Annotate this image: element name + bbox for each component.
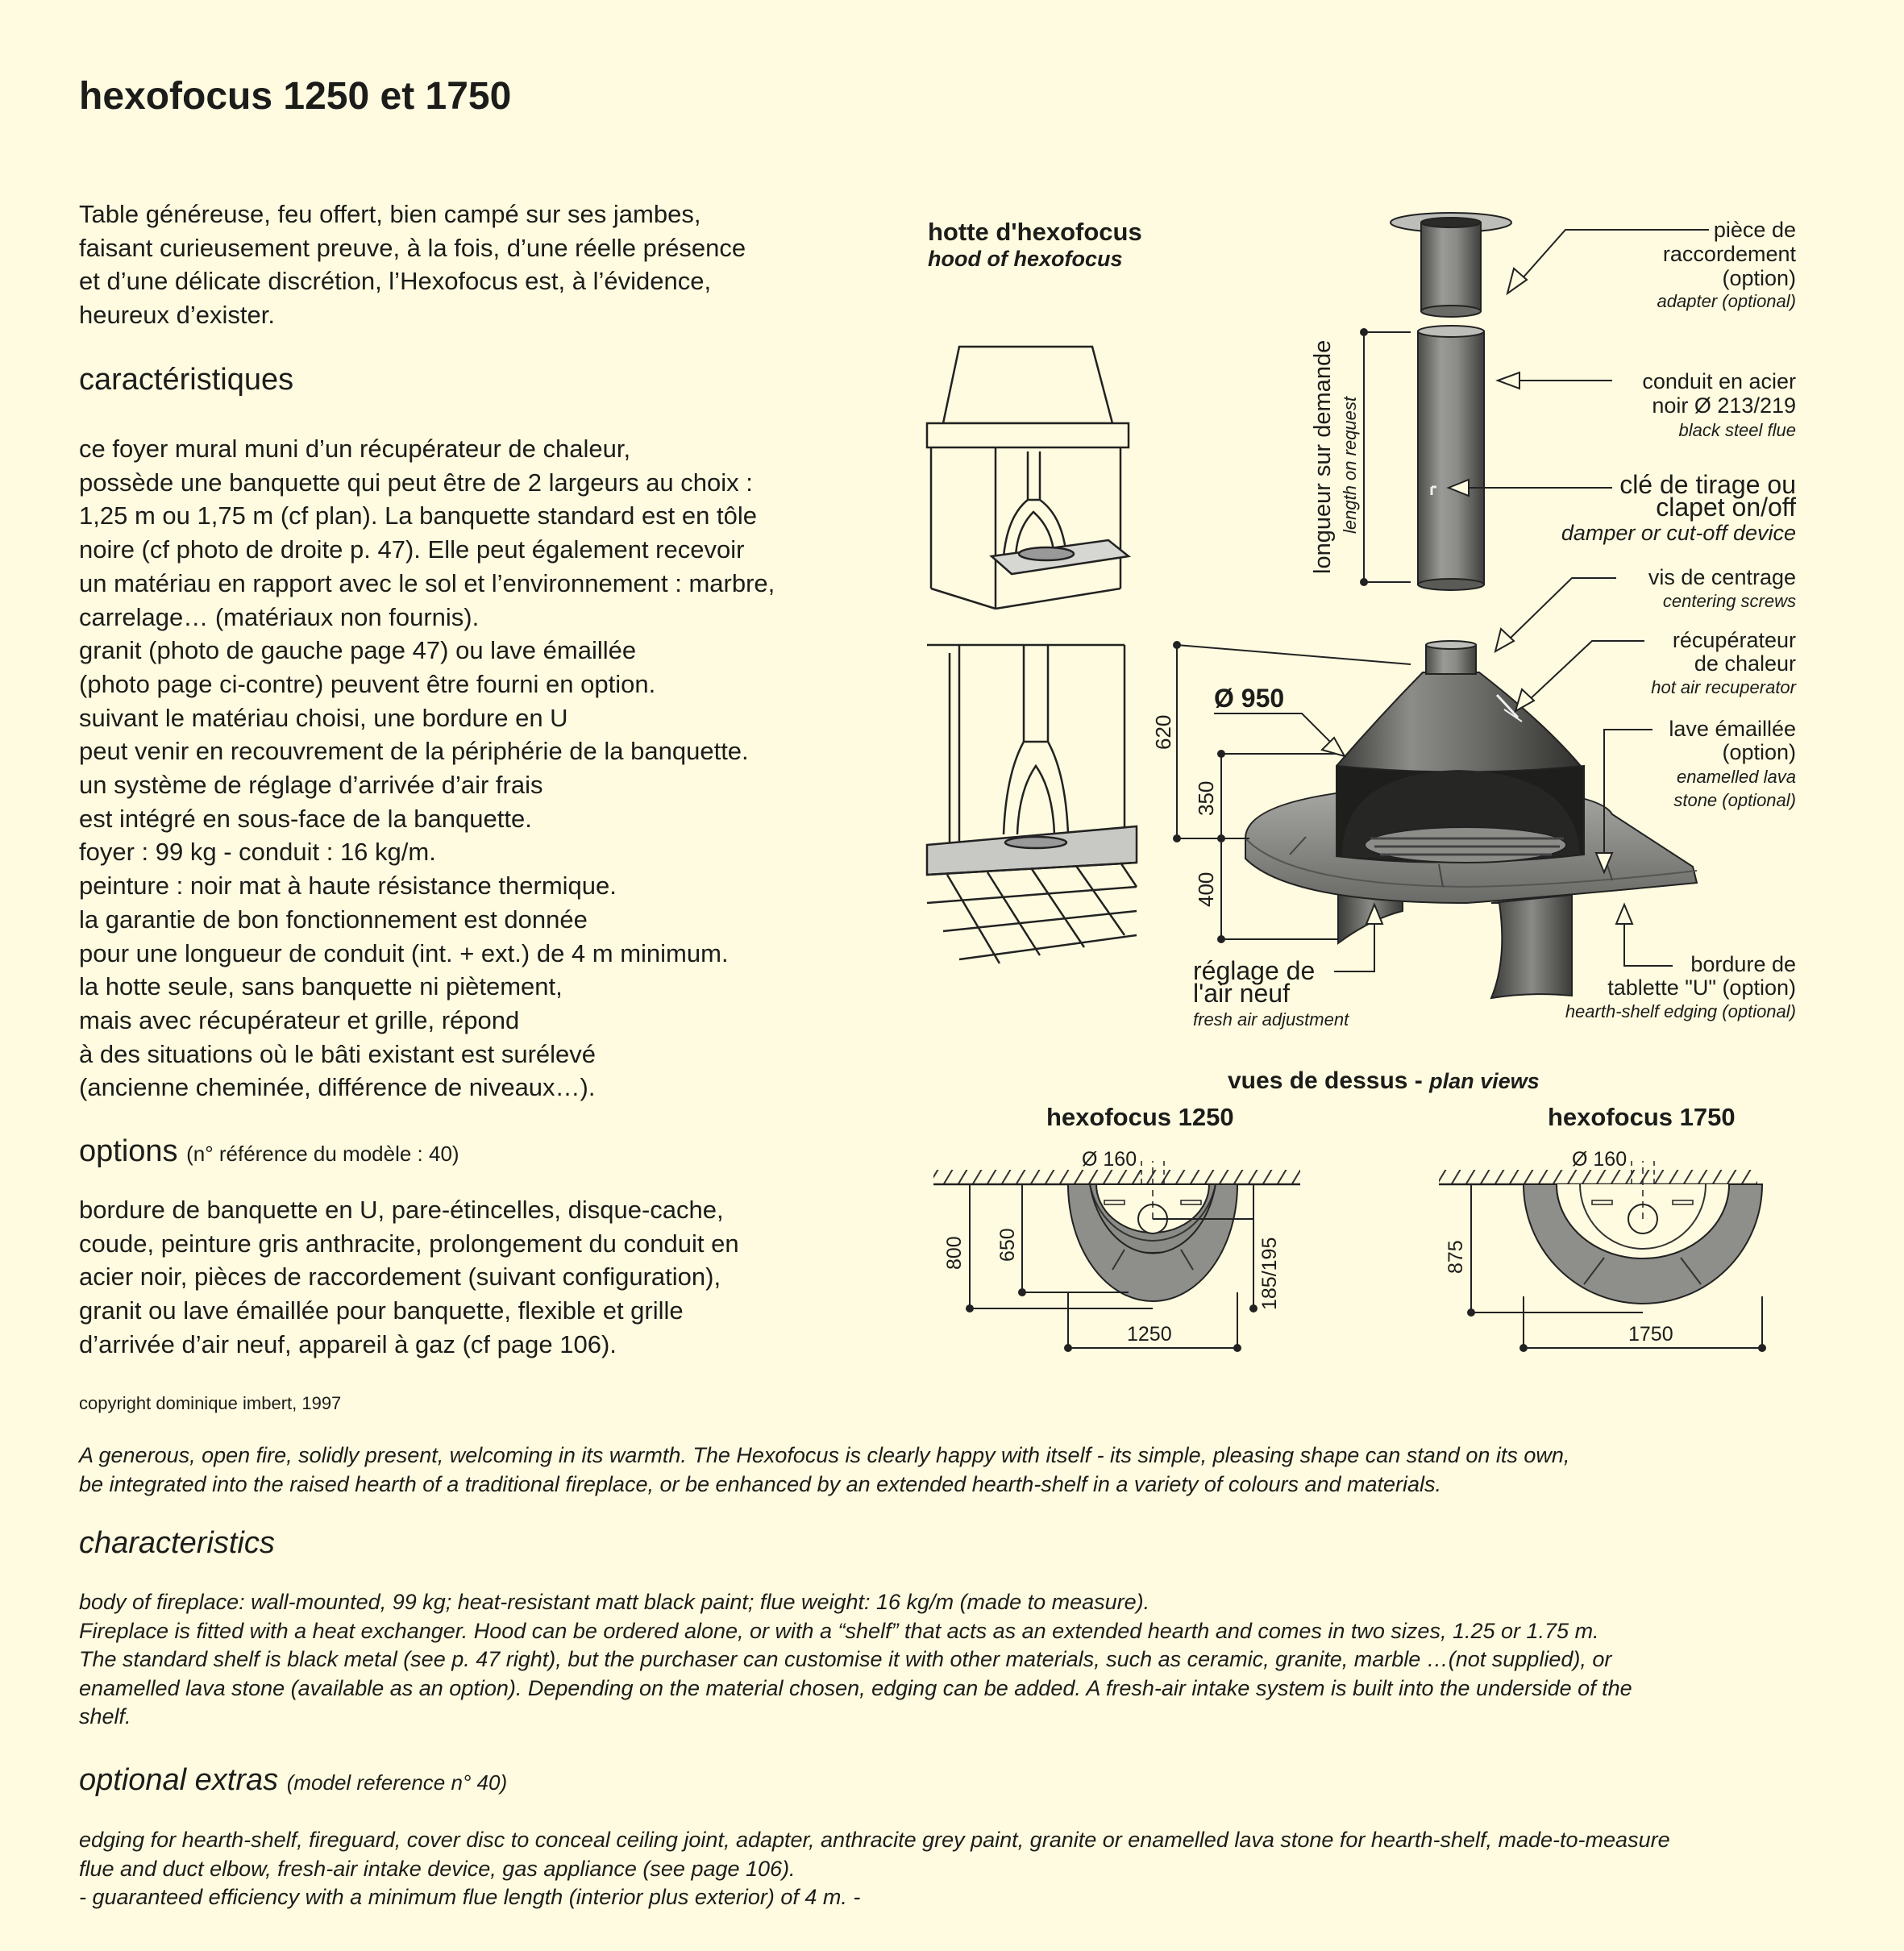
- options-fr-heading-text: options: [79, 1134, 178, 1168]
- intro-fr-line: et d’une délicate discrétion, l’Hexofocus est, à l’évidence,: [79, 267, 712, 296]
- plan-1750-d160: Ø 160: [1572, 1148, 1628, 1171]
- adapter-part: [1391, 213, 1511, 317]
- opt-fr-line: coude, peinture gris anthracite, prolongement du conduit en: [79, 1229, 739, 1258]
- adapter-label-2: raccordement: [1662, 242, 1796, 266]
- opt-fr-line: bordure de banquette en U, pare-étincelles, disque-cache,: [79, 1196, 724, 1224]
- adapter-label-3: (option): [1722, 266, 1796, 290]
- char-fr-line: mais avec récupérateur et grille, répond: [79, 1005, 520, 1034]
- lava-label-en-2: stone (optional): [1673, 790, 1796, 810]
- edging-label-en: hearth-shelf edging (optional): [1565, 1001, 1796, 1021]
- dim-400: 400: [1194, 872, 1218, 907]
- char-fr-line: 1,25 m ou 1,75 m (cf plan). La banquette standard est en tôle: [79, 501, 757, 530]
- hood-title-en: hood of hexofocus: [928, 247, 1123, 271]
- dim-350: 350: [1194, 780, 1218, 816]
- sketch-tiled-floor: [927, 645, 1137, 963]
- characteristics-fr-heading: caractéristiques: [79, 363, 294, 397]
- flue-label-2: noir Ø 213/219: [1652, 393, 1796, 418]
- plan-1750-width: 1750: [1628, 1323, 1673, 1346]
- char-fr-line: peinture : noir mat à haute résistance thermique.: [79, 872, 617, 901]
- adapter-label-1: pièce de: [1713, 218, 1796, 242]
- intro-fr-line: faisant curieusement preuve, à la fois, d’une réelle présence: [79, 233, 746, 262]
- intro-en-line: A generous, open fire, solidly present, welcoming in its warmth. The Hexofocus is clearly happy with itself - its simple, pleasing shape can stand on its own,: [79, 1443, 1570, 1467]
- plan-view-1250: [933, 1103, 1300, 1351]
- char-fr-line: la garantie de bon fonctionnement est donnée: [79, 905, 588, 934]
- length-dimension: [1361, 329, 1411, 585]
- diameter-label: Ø 950: [1214, 684, 1285, 713]
- char-en-line: shelf.: [79, 1704, 131, 1728]
- plan-views-title: [1228, 1067, 1540, 1094]
- plan-1250-width: 1250: [1127, 1323, 1172, 1346]
- length-label-en: length on request: [1340, 396, 1360, 534]
- characteristics-en-heading: characteristics: [79, 1526, 275, 1560]
- recup-label-1: récupérateur: [1672, 628, 1796, 652]
- char-fr-line: (ancienne cheminée, différence de niveaux…).: [79, 1073, 596, 1102]
- options-en-heading-note: (model reference n° 40): [286, 1770, 508, 1795]
- dim-620: 620: [1151, 714, 1175, 750]
- char-fr-line: est intégré en sous-face de la banquette.: [79, 804, 532, 833]
- options-en-heading-text: optional extras: [79, 1763, 279, 1797]
- fireplace-leg-right: [1491, 895, 1572, 998]
- recup-label-2: de chaleur: [1694, 651, 1796, 676]
- char-fr-line: pour une longueur de conduit (int. + ext.) de 4 m minimum.: [79, 938, 729, 967]
- char-fr-line: granit (photo de gauche page 47) ou lave émaillée: [79, 636, 637, 665]
- flue-pipe: [1418, 326, 1484, 590]
- char-fr-line: à des situations où le bâti existant est surélevé: [79, 1039, 597, 1068]
- char-fr-line: la hotte seule, sans banquette ni piètement,: [79, 972, 563, 1001]
- plan-1250-dim-650: 650: [996, 1228, 1019, 1262]
- edging-label-2: tablette "U" (option): [1607, 976, 1796, 1000]
- plan-1250-d160: Ø 160: [1082, 1148, 1137, 1171]
- opt-fr-line: granit ou lave émaillée pour banquette, flexible et grille: [79, 1296, 684, 1325]
- char-fr-line: ce foyer mural muni d’un récupérateur de chaleur,: [79, 435, 631, 463]
- intro-fr-line: Table généreuse, feu offert, bien campé sur ses jambes,: [79, 200, 701, 228]
- plan-1750-title: hexofocus 1750: [1548, 1103, 1736, 1131]
- char-fr-line: suivant le matériau choisi, une bordure en U: [79, 703, 568, 732]
- edging-label-1: bordure de: [1690, 952, 1796, 976]
- screws-label: vis de centrage: [1648, 565, 1796, 589]
- page-title: hexofocus 1250 et 1750: [79, 75, 512, 118]
- char-fr-line: peut venir en recouvrement de la périphérie de la banquette.: [79, 737, 749, 766]
- char-fr-line: noire (cf photo de droite p. 47). Elle peut également recevoir: [79, 535, 745, 564]
- recup-label-en: hot air recuperator: [1651, 677, 1796, 697]
- char-fr-line: un matériau en rapport avec le sol et l’environnement : marbre,: [79, 568, 775, 597]
- plan-1750-dim-875: 875: [1445, 1240, 1467, 1274]
- lava-label-2: (option): [1722, 740, 1796, 764]
- char-en-line: The standard shelf is black metal (see p. 47 right), but the purchaser can customise it with other materials, such as ceramic, granite, marble …(not supplied), or: [79, 1647, 1612, 1671]
- plan-views-title-en: plan views: [1429, 1069, 1540, 1093]
- flue-label-1: conduit en acier: [1642, 369, 1796, 393]
- plan-view-1750: [1439, 1103, 1765, 1351]
- air-label-en: fresh air adjustment: [1193, 1009, 1349, 1030]
- lava-label-en-1: enamelled lava: [1677, 767, 1796, 787]
- intro-fr-line: heureux d’exister.: [79, 301, 275, 330]
- plan-1250-dim-800: 800: [943, 1236, 966, 1270]
- char-fr-line: foyer : 99 kg - conduit : 16 kg/m.: [79, 838, 436, 867]
- plan-1250-title: hexofocus 1250: [1046, 1103, 1234, 1131]
- options-fr-heading-note: (n° référence du modèle : 40): [186, 1142, 459, 1166]
- hood-title: hotte d'hexofocus: [928, 218, 1142, 246]
- lava-label-1: lave émaillée: [1669, 717, 1796, 741]
- char-fr-line: carrelage… (matériaux non fournis).: [79, 602, 480, 631]
- plan-views-title-fr: vues de dessus -: [1228, 1067, 1430, 1094]
- air-label-2: l'air neuf: [1193, 979, 1290, 1008]
- adapter-label-en: adapter (optional): [1657, 291, 1796, 311]
- plan-1250-dim-185: 185/195: [1258, 1237, 1281, 1310]
- char-fr-line: possède une banquette qui peut être de 2 largeurs au choix :: [79, 468, 753, 497]
- length-label-fr: longueur sur demande: [1310, 339, 1336, 574]
- screws-label-en: centering screws: [1662, 591, 1796, 611]
- air-label-1: réglage de: [1193, 956, 1316, 985]
- damper-label-2: clapet on/off: [1656, 493, 1796, 522]
- opt-en-line: edging for hearth-shelf, fireguard, cover disc to conceal ceiling joint, adapter, anthracite grey paint, granite or enamelled lava stone for hearth-shelf, made-to-measure: [79, 1828, 1670, 1852]
- char-en-line: Fireplace is fitted with a heat exchanger. Hood can be ordered alone, or with a “shelf” that acts as an extended hearth and comes in two sizes, 1.25 or 1.75 m.: [79, 1618, 1599, 1643]
- copyright: copyright dominique imbert, 1997: [79, 1393, 342, 1413]
- damper-label-1: clé de tirage ou: [1619, 470, 1796, 499]
- flue-label-en: black steel flue: [1678, 420, 1796, 440]
- char-fr-line: (photo page ci-contre) peuvent être fourni en option.: [79, 669, 656, 698]
- intro-en-line: be integrated into the raised hearth of a traditional fireplace, or be enhanced by an extended hearth-shelf in a variety of colours and materials.: [79, 1471, 1442, 1496]
- opt-en-line: - guaranteed efficiency with a minimum flue length (interior plus exterior) of 4 m. -: [79, 1885, 861, 1909]
- damper-label-en: damper or cut-off device: [1561, 521, 1796, 545]
- sketch-alcove: [927, 347, 1129, 609]
- opt-en-line: flue and duct elbow, fresh-air intake device, gas appliance (see page 106).: [79, 1856, 796, 1881]
- char-en-line: enamelled lava stone (available as an option). Depending on the material chosen, edging can be added. A fresh-air intake system is built into the underside of the: [79, 1675, 1632, 1700]
- char-en-line: body of fireplace: wall-mounted, 99 kg; heat-resistant matt black paint; flue weight: 16 kg/m (made to measure).: [79, 1590, 1150, 1614]
- opt-fr-line: d’arrivée d’air neuf, appareil à gaz (cf page 106).: [79, 1329, 617, 1358]
- opt-fr-line: acier noir, pièces de raccordement (suivant configuration),: [79, 1263, 721, 1292]
- char-fr-line: un système de réglage d’arrivée d’air frais: [79, 771, 543, 800]
